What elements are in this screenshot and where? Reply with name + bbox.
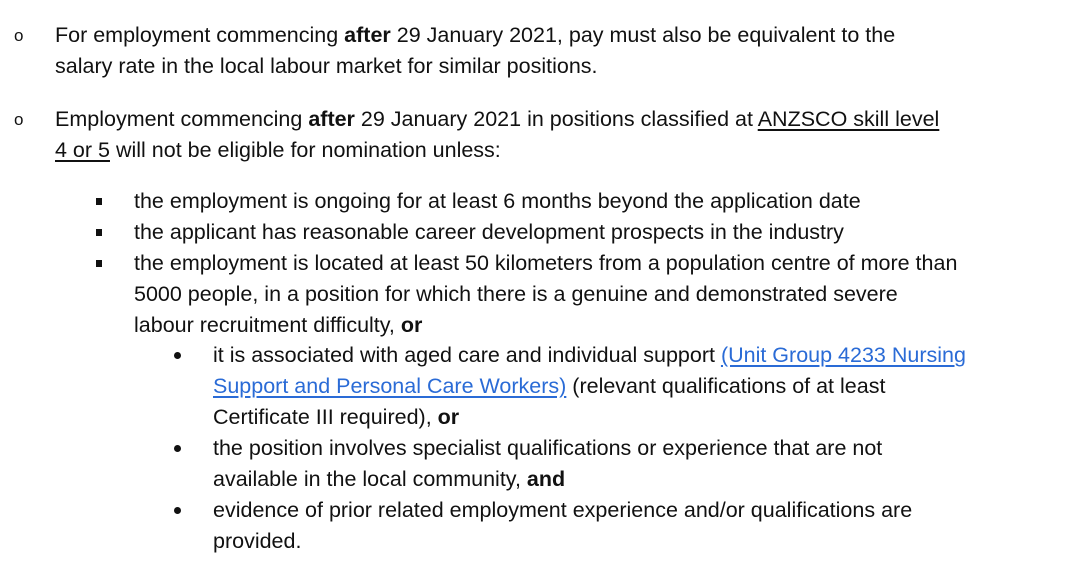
text-line: evidence of prior related employment experience and/or qualifications are xyxy=(213,498,913,522)
list-item xyxy=(55,104,939,166)
bold-text: after xyxy=(344,23,391,47)
text-span: labour recruitment difficulty, xyxy=(134,313,401,337)
text-line xyxy=(134,310,957,341)
text-line: the applicant has reasonable career development prospects in the industry xyxy=(134,220,844,244)
text-span: Certificate III required), xyxy=(213,405,438,429)
text-span: Employment commencing xyxy=(55,107,309,131)
bold-text: and xyxy=(526,467,566,491)
square-bullet-icon xyxy=(96,229,102,236)
text-span: 29 January 2021 in positions classified at xyxy=(354,107,758,131)
text-line: the employment is located at least 50 kilometers from a population centre of more than xyxy=(134,251,958,275)
bold-text: or xyxy=(437,405,460,429)
anzsco-link[interactable]: ANZSCO skill level xyxy=(757,107,940,131)
text-span: will not be eligible for nomination unless: xyxy=(109,138,501,162)
list-item xyxy=(134,186,861,217)
list-item xyxy=(55,20,895,82)
text-span: it is associated with aged care and individual support xyxy=(213,343,721,367)
text-line xyxy=(213,464,882,495)
circle-bullet-icon: o xyxy=(14,26,24,45)
text-line xyxy=(55,104,939,135)
list-item xyxy=(213,433,882,495)
round-bullet-icon xyxy=(174,445,181,452)
bold-text: after xyxy=(308,107,355,131)
text-line: the position involves specialist qualifications or experience that are not xyxy=(213,436,883,460)
bold-text: or xyxy=(400,313,423,337)
text-span: (relevant qualifications of at least xyxy=(566,374,886,398)
list-item xyxy=(213,340,966,433)
text-line xyxy=(55,20,895,51)
list-item xyxy=(213,495,912,557)
text-line xyxy=(55,135,939,166)
circle-bullet-icon: o xyxy=(14,110,24,129)
text-line: 5000 people, in a position for which there is a genuine and demonstrated severe xyxy=(134,282,898,306)
round-bullet-icon xyxy=(174,507,181,514)
list-item xyxy=(134,248,957,341)
unit-group-link[interactable]: Support and Personal Care Workers) xyxy=(213,374,567,398)
text-span: 29 January 2021, pay must also be equivalent to the xyxy=(390,23,896,47)
text-line xyxy=(213,402,966,433)
square-bullet-icon xyxy=(96,198,102,205)
list-item xyxy=(134,217,844,248)
unit-group-link[interactable]: (Unit Group 4233 Nursing xyxy=(720,343,966,367)
text-line xyxy=(213,371,966,402)
text-line: provided. xyxy=(213,529,302,553)
anzsco-link[interactable]: 4 or 5 xyxy=(55,138,110,162)
square-bullet-icon xyxy=(96,260,102,267)
text-line xyxy=(213,340,966,371)
text-line: salary rate in the local labour market for similar positions. xyxy=(55,54,598,78)
round-bullet-icon xyxy=(174,352,181,359)
text-line: the employment is ongoing for at least 6 months beyond the application date xyxy=(134,189,861,213)
text-span: available in the local community, xyxy=(213,467,527,491)
text-span: For employment commencing xyxy=(55,23,345,47)
